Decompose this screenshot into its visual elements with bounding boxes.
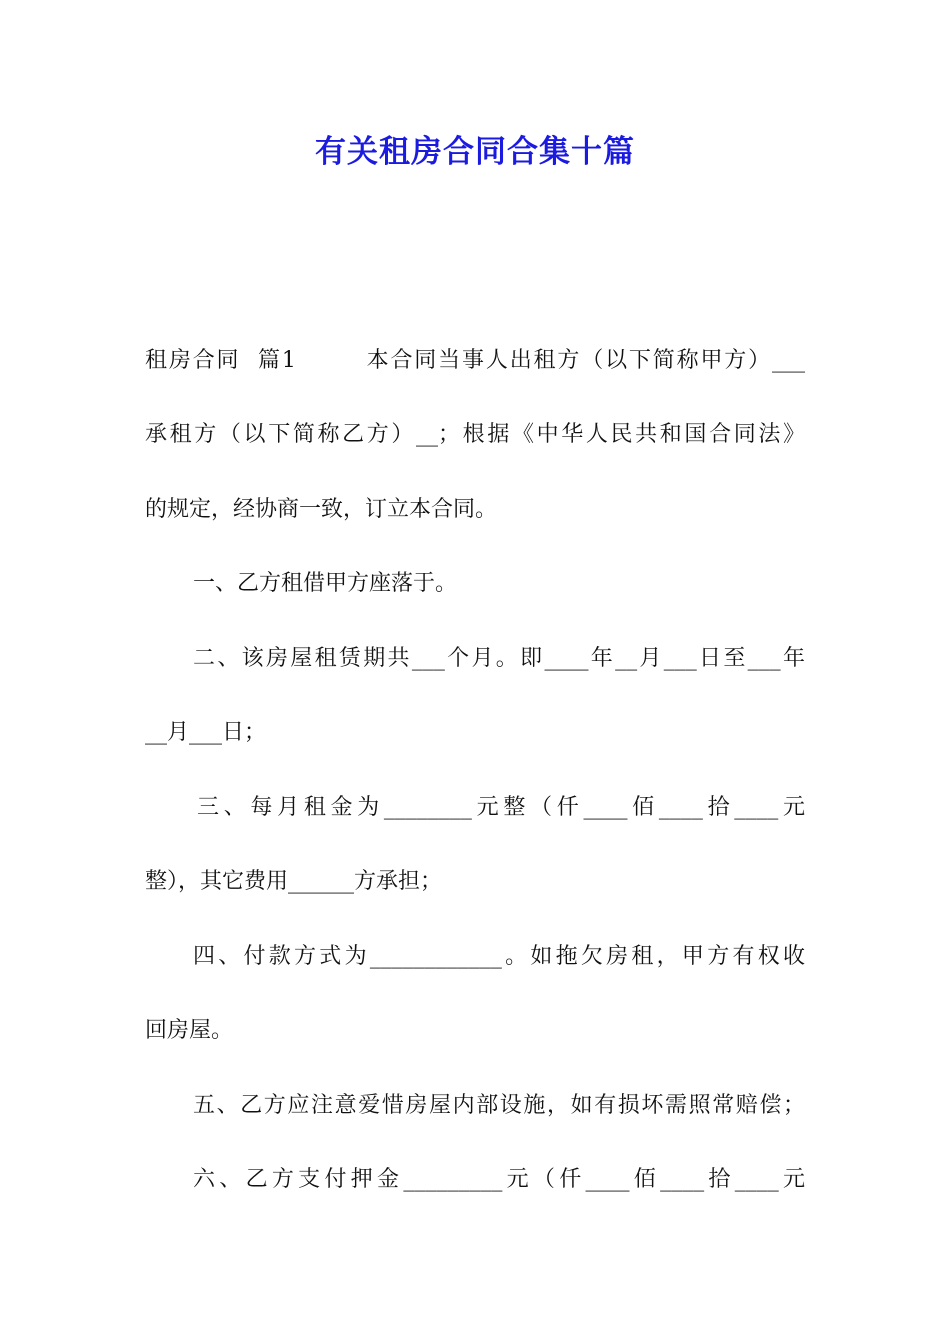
- text-line: 承租方（以下简称乙方）__；根据《中华人民共和国合同法》: [145, 422, 805, 447]
- text-line: 三、每月租金为________元整（仟____佰____拾____元: [197, 795, 805, 820]
- text-line: 租房合同 篇1 本合同当事人出租方（以下简称甲方）___: [145, 348, 805, 373]
- text-line: 的规定，经协商一致，订立本合同。: [145, 497, 498, 522]
- text-line: __月___日；: [145, 720, 267, 745]
- text-line: 六、乙方支付押金_________元（仟____佰____拾____元: [193, 1167, 805, 1192]
- text-line: 五、乙方应注意爱惜房屋内部设施，如有损坏需照常赔偿；: [193, 1093, 805, 1118]
- text-line: 四、付款方式为____________。如拖欠房租，甲方有权收: [193, 944, 805, 969]
- document-title: 有关租房合同合集十篇: [315, 134, 635, 170]
- text-line: 回房屋。: [145, 1018, 234, 1043]
- text-line: 一、乙方租借甲方座落于。: [193, 571, 458, 596]
- text-line: 二、该房屋租赁期共___个月。即____年__月___日至___年: [193, 646, 805, 671]
- text-line: 整），其它费用______方承担；: [145, 869, 443, 894]
